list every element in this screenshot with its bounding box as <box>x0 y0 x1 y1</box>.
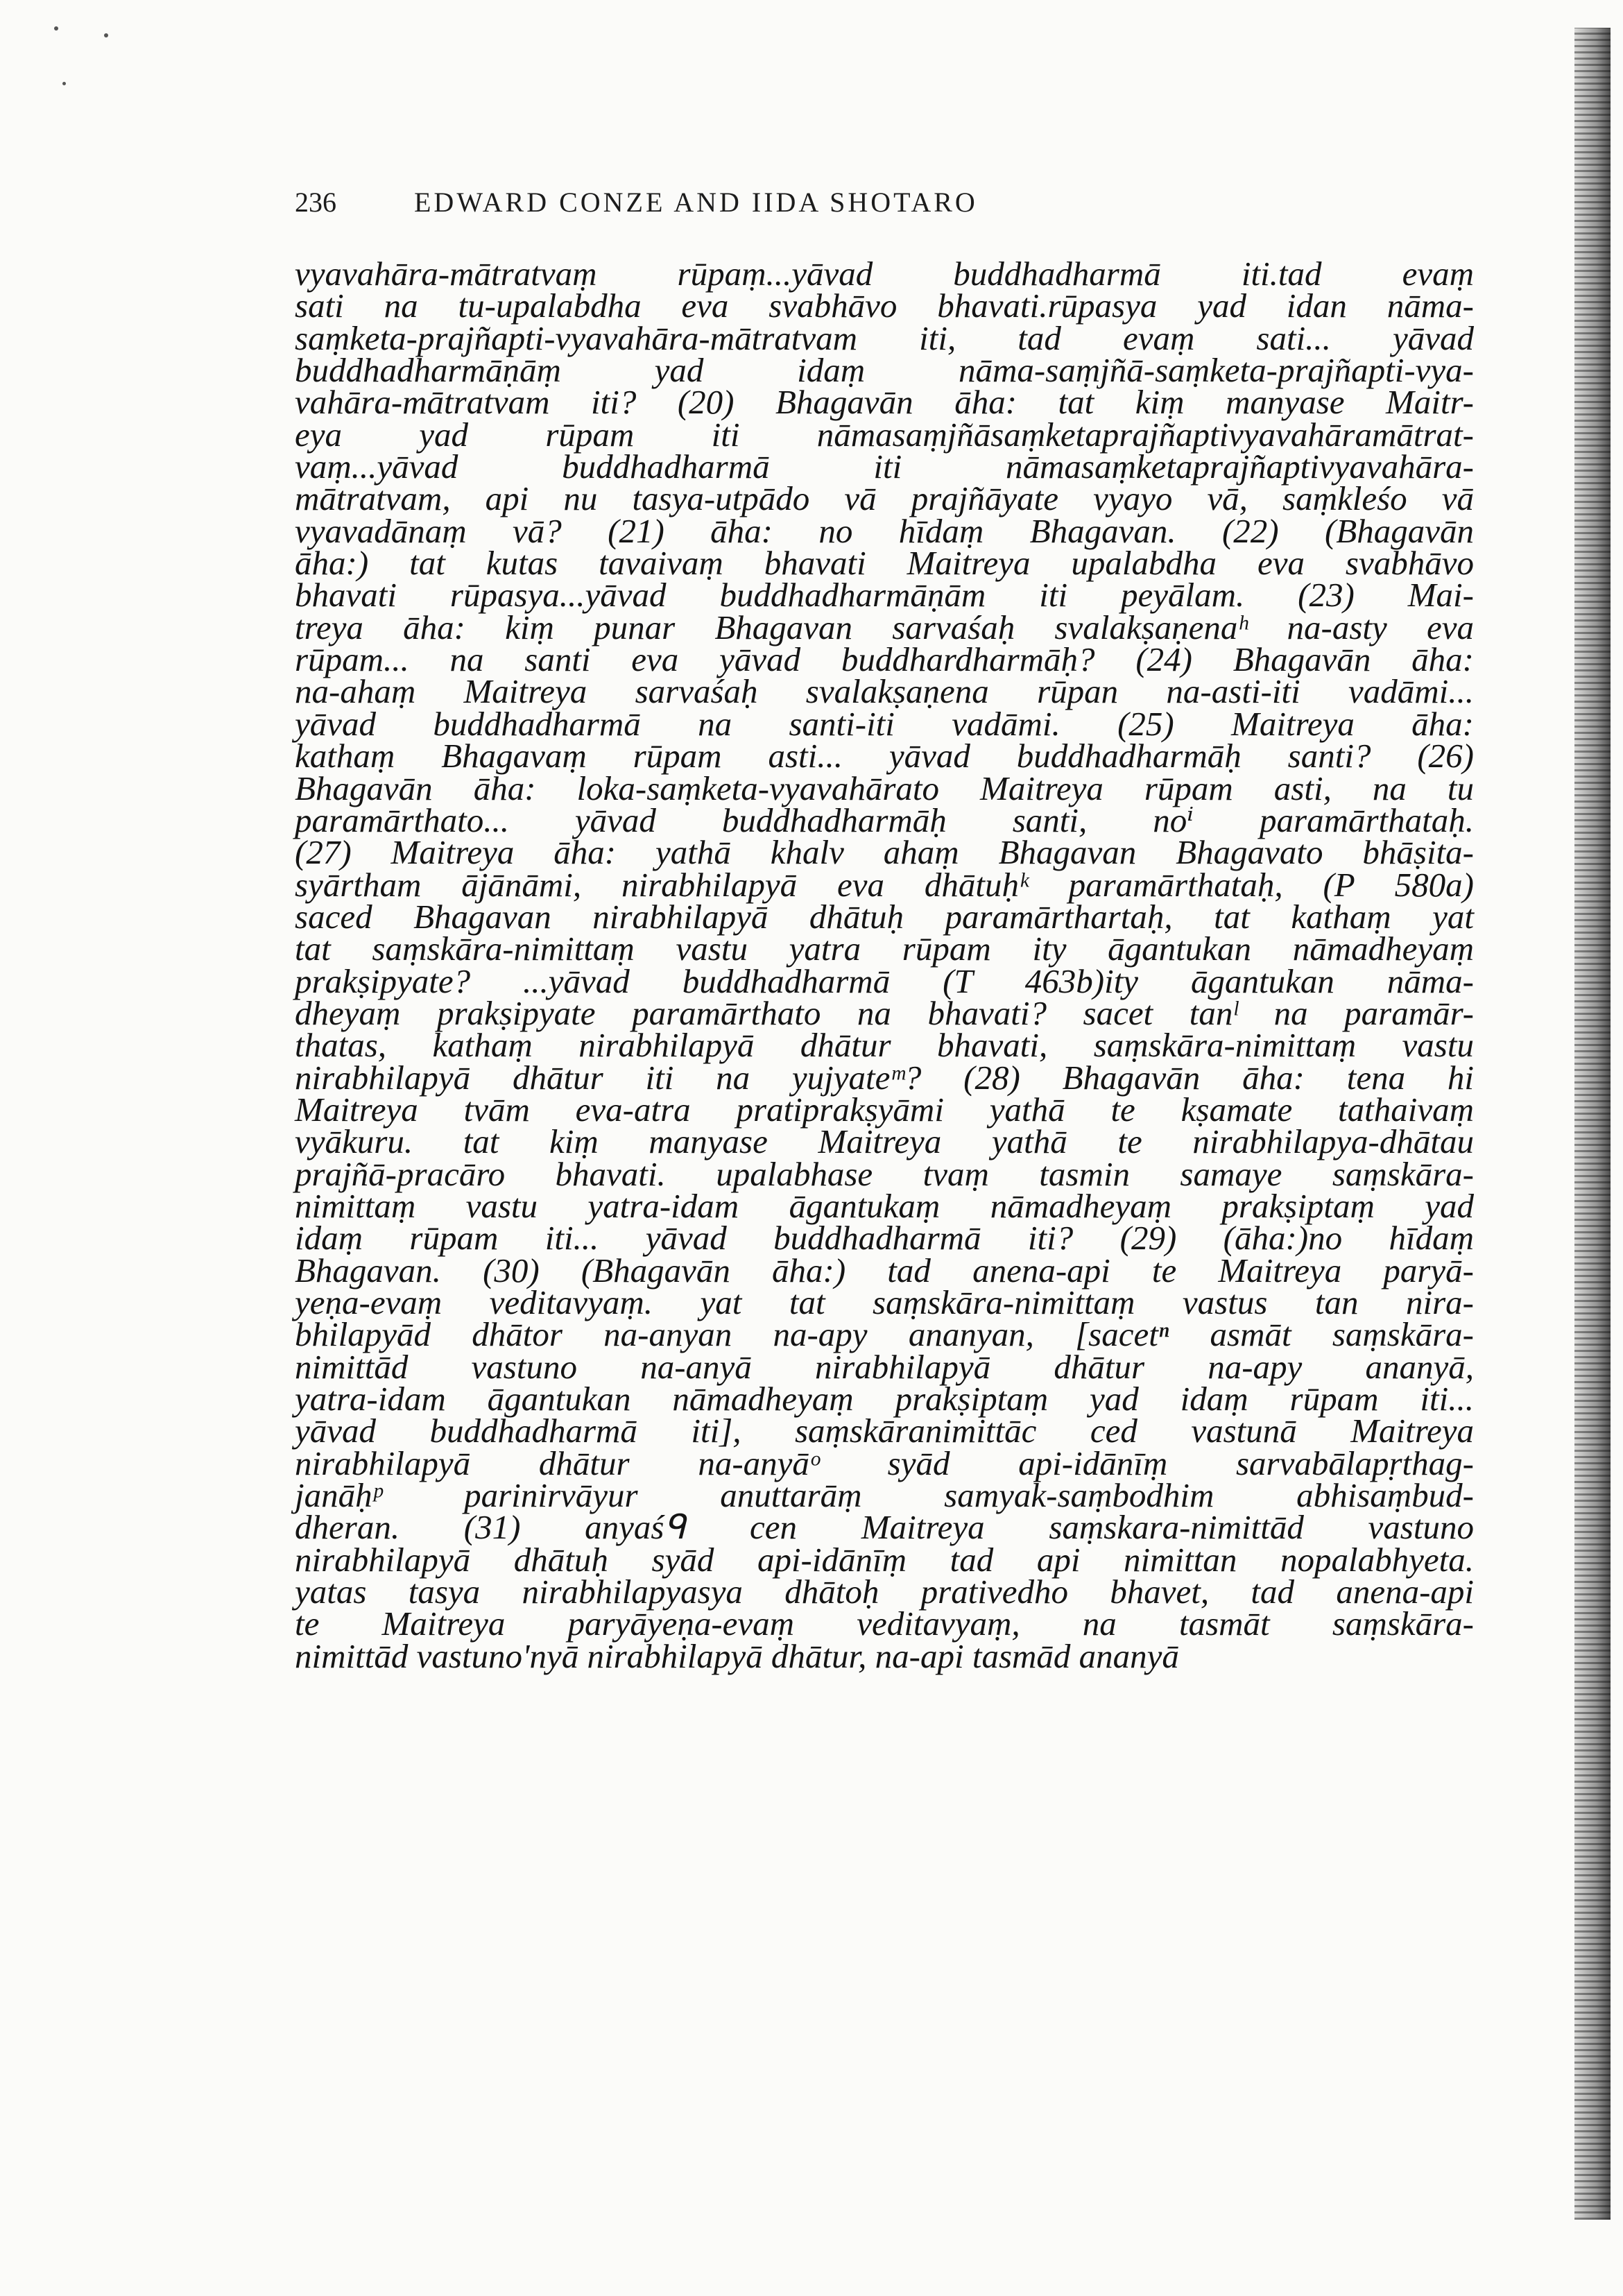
text-line: eya yad rūpam iti nāmasaṃjñāsaṃketaprajñaptivyavahāramātrat- <box>295 415 1474 454</box>
text-line: vyākuru. tat kiṃ manyase Maitreya yathā te nirabhilapya-dhātau <box>295 1122 1474 1161</box>
text-line: paramārthato... yāvad buddhadharmāḥ santi, noⁱ paramārthataḥ. <box>295 800 1474 839</box>
text-line: vyavahāra-mātratvaṃ rūpaṃ...yāvad buddhadharmā iti.tad evaṃ <box>295 255 1474 293</box>
text-line: idaṃ rūpam iti... yāvad buddhadharmā iti? (29) (āha:)no hīdaṃ <box>295 1219 1474 1258</box>
text-line: thatas, kathaṃ nirabhilapyā dhātur bhavati, saṃskāra-nimittaṃ vastu <box>295 1026 1474 1065</box>
text-line: nirabhilapyā dhātur iti na yujyateᵐ? (28) Bhagavān āha: tena hi <box>295 1058 1474 1097</box>
text-line: vyavadānaṃ vā? (21) āha: no hīdaṃ Bhagavan. (22) (Bhagavān <box>295 511 1474 550</box>
text-line: na-ahaṃ Maitreya sarvaśaḥ svalakṣaṇena rūpan na-asti-iti vadāmi... <box>295 672 1474 711</box>
text-line: Bhagavan. (30) (Bhagavān āha:) tad anena-api te Maitreya paryā- <box>295 1251 1474 1290</box>
text-line: buddhadharmāṇāṃ yad idaṃ nāma-saṃjñā-saṃketa-prajñapti-vya- <box>295 351 1474 390</box>
text-line: Maitreya tvām eva-atra pratiprakṣyāmi yathā te kṣamate tathaivaṃ <box>295 1090 1474 1129</box>
text-line: yeṇa-evaṃ veditavyaṃ. yat tat saṃskāra-nimittaṃ vastus tan nira- <box>295 1283 1474 1321</box>
text-line: yatas tasya nirabhilapyasya dhātoḥ prativedho bhavet, tad anena-api <box>295 1573 1474 1611</box>
text-line: dheran. (31) anyaśᑫ cen Maitreya saṃskara-nimittād vastuno <box>295 1508 1474 1547</box>
scan-speck <box>62 82 66 85</box>
text-line: prakṣipyate? ...yāvad buddhadharmā (T 463b)ity āgantukan nāma- <box>295 961 1474 1000</box>
text-line: te Maitreya paryāyeṇa-evaṃ veditavyaṃ, na tasmāt saṃskāra- <box>295 1604 1474 1643</box>
text-line: tat saṃskāra-nimittaṃ vastu yatra rūpam ity āgantukan nāmadheyaṃ <box>295 929 1474 968</box>
running-title: EDWARD CONZE AND IIDA SHOTARO <box>414 187 978 218</box>
text-line: treya āha: kiṃ punar Bhagavan sarvaśaḥ svalakṣaṇenaʰ na-asty eva <box>295 608 1474 646</box>
body-text <box>295 255 1474 1675</box>
text-line: āha:) tat kutas tavaivaṃ bhavati Maitreya upalabdha eva svabhāvo <box>295 544 1474 583</box>
text-line: prajñā-pracāro bhavati. upalabhase tvaṃ tasmin samaye saṃskāra- <box>295 1154 1474 1193</box>
text-line: nirabhilapyā dhātuḥ syād api-idānīṃ tad api nimittan nopalabhyeta. <box>295 1540 1474 1579</box>
text-line: sati na tu-upalabdha eva svabhāvo bhavati.rūpasya yad idan nāma- <box>295 286 1474 325</box>
text-line: vaṃ...yāvad buddhadharmā iti nāmasaṃketaprajñaptivyavahāra- <box>295 447 1474 486</box>
text-line: nimittād vastuno na-anyā nirabhilapyā dhātur na-apy ananyā, <box>295 1347 1474 1386</box>
scan-speck <box>54 26 58 31</box>
text-line: bhilapyād dhātor na-anyan na-apy ananyan, [sacetⁿ asmāt saṃskāra- <box>295 1315 1474 1354</box>
text-line: janāḥᵖ parinirvāyur anuttarāṃ samyak-saṃbodhim abhisaṃbud- <box>295 1476 1474 1515</box>
text-line: dheyaṃ prakṣipyate paramārthato na bhavati? sacet tanˡ na paramār- <box>295 993 1474 1032</box>
text-line: mātratvam, api nu tasya-utpādo vā prajñāyate vyayo vā, saṃkleśo vā <box>295 479 1474 518</box>
text-line: rūpam... na santi eva yāvad buddhardharmāḥ? (24) Bhagavān āha: <box>295 640 1474 679</box>
text-line: saṃketa-prajñapti-vyavahāra-mātratvam iti, tad evaṃ sati... yāvad <box>295 318 1474 357</box>
text-line: syārtham ājānāmi, nirabhilapyā eva dhātuḥᵏ paramārthataḥ, (P 580a) <box>295 865 1474 904</box>
scan-speck <box>104 33 108 37</box>
text-line: nimittād vastuno'nyā nirabhilapyā dhātur, na-api tasmād ananyā <box>295 1636 1179 1675</box>
text-line: yatra-idam āgantukan nāmadheyaṃ prakṣiptaṃ yad idaṃ rūpam iti... <box>295 1380 1474 1419</box>
running-head <box>295 186 978 219</box>
scan-binding-edge <box>1574 28 1611 2220</box>
text-line: nimittaṃ vastu yatra-idam āgantukaṃ nāmadheyaṃ prakṣiptaṃ yad <box>295 1186 1474 1225</box>
page-number: 236 <box>295 187 336 218</box>
text-line: vahāra-mātratvam iti? (20) Bhagavān āha: tat kiṃ manyase Maitr- <box>295 383 1474 422</box>
text-line: saced Bhagavan nirabhilapyā dhātuḥ paramārthartaḥ, tat kathaṃ yat <box>295 897 1474 936</box>
text-line: bhavati rūpasya...yāvad buddhadharmāṇām iti peyālam. (23) Mai- <box>295 576 1474 615</box>
text-line: Bhagavān āha: loka-saṃketa-vyavahārato Maitreya rūpam asti, na tu <box>295 769 1474 807</box>
text-line: yāvad buddhadharmā iti], saṃskāranimittāc ced vastunā Maitreya <box>295 1412 1474 1450</box>
text-line: yāvad buddhadharmā na santi-iti vadāmi. (25) Maitreya āha: <box>295 704 1474 743</box>
text-line: kathaṃ Bhagavaṃ rūpam asti... yāvad buddhadharmāḥ santi? (26) <box>295 737 1474 776</box>
text-line: nirabhilapyā dhātur na-anyāᵒ syād api-idānīṃ sarvabālapṛthag- <box>295 1443 1474 1482</box>
text-line: (27) Maitreya āha: yathā khalv ahaṃ Bhagavan Bhagavato bhāṣita- <box>295 833 1474 872</box>
